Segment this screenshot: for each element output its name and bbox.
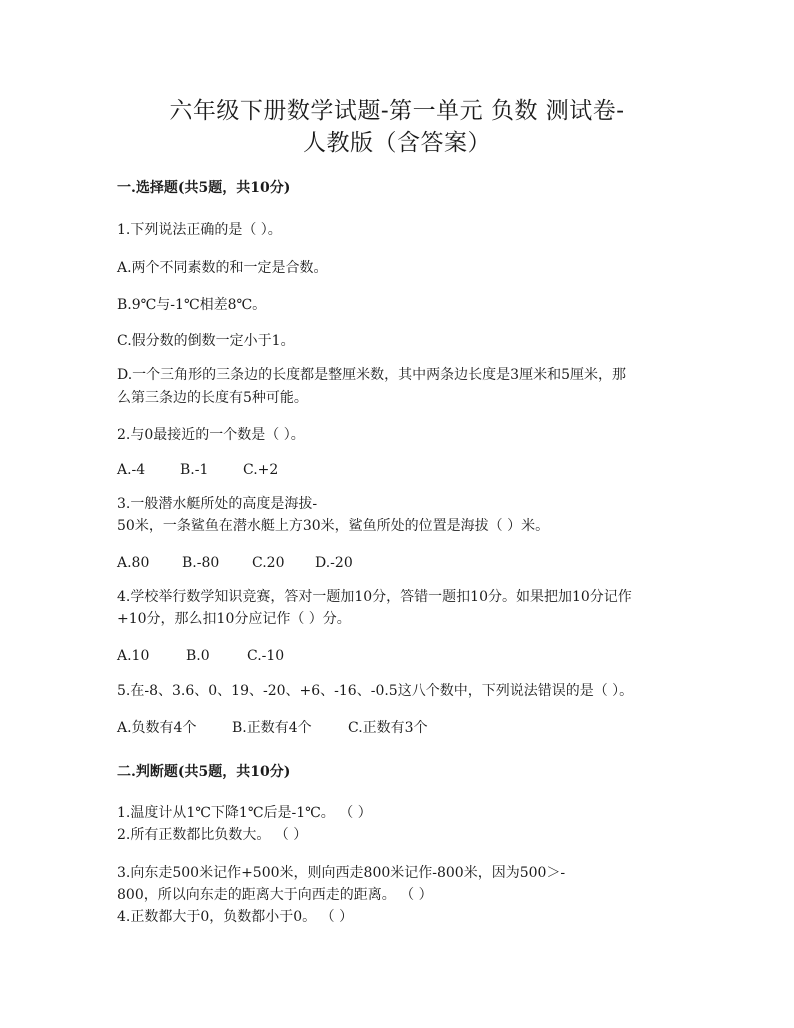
q1-option-c: C.假分数的倒数一定小于1。 bbox=[117, 333, 295, 349]
page-title-line-2: 人教版（含答案） bbox=[303, 130, 491, 156]
q3-stem-line-1: 3.一般潜水艇所处的高度是海拔- bbox=[117, 496, 318, 512]
q3-stem-line-2: 50米，一条鲨鱼在潜水艇上方30米，鲨鱼所处的位置是海拔（ ）米。 bbox=[117, 518, 550, 534]
q4-stem-line-2: +10分，那么扣10分应记作（ ）分。 bbox=[117, 611, 351, 627]
section-2-heading: 二.判断题(共5题，共10分) bbox=[117, 764, 291, 780]
q3-options bbox=[117, 554, 353, 572]
q1-stem: 1.下列说法正确的是（ ）。 bbox=[117, 222, 282, 238]
q5-option-c: C.正数有3个 bbox=[348, 720, 428, 736]
q2-options bbox=[117, 461, 278, 479]
judge-q1: 1.温度计从1℃下降1℃后是-1℃。 （ ） bbox=[117, 805, 372, 821]
q5-option-a: A.负数有4个 bbox=[117, 720, 197, 736]
q5-options bbox=[117, 719, 428, 737]
q2-option-c: C.+2 bbox=[243, 462, 279, 478]
q2-stem: 2.与0最接近的一个数是（ ）。 bbox=[117, 427, 305, 443]
judge-q3-line-1: 3.向东走500米记作+500米，则向西走800米记作-800米，因为500＞- bbox=[117, 865, 566, 881]
q1-option-d-line-2: 么第三条边的长度有5种可能。 bbox=[117, 390, 308, 406]
q3-option-b: B.-80 bbox=[182, 555, 220, 571]
q3-option-c: C.20 bbox=[252, 555, 285, 571]
q2-option-a: A.-4 bbox=[117, 462, 146, 478]
q2-option-b: B.-1 bbox=[180, 462, 209, 478]
q4-option-a: A.10 bbox=[117, 648, 150, 664]
q3-option-d: D.-20 bbox=[315, 555, 353, 571]
q4-stem-line-1: 4.学校举行数学知识竞赛，答对一题加10分，答错一题扣10分。如果把加10分记作 bbox=[117, 589, 632, 605]
q1-option-a: A.两个不同素数的和一定是合数。 bbox=[117, 260, 328, 276]
judge-q3-line-2: 800，所以向东走的距离大于向西走的距离。 （ ） bbox=[117, 887, 433, 903]
q4-option-c: C.-10 bbox=[247, 648, 285, 664]
q4-options bbox=[117, 647, 284, 665]
judge-q4: 4.正数都大于0，负数都小于0。 （ ） bbox=[117, 909, 354, 925]
q1-option-d-line-1: D.一个三角形的三条边的长度都是整厘米数，其中两条边长度是3厘米和5厘米，那 bbox=[117, 367, 626, 383]
q3-option-a: A.80 bbox=[117, 555, 150, 571]
q4-option-b: B.0 bbox=[186, 648, 210, 664]
q5-stem: 5.在-8、3.6、0、19、-20、+6、-16、-0.5这八个数中，下列说法错误的是（ ）。 bbox=[117, 683, 634, 699]
q1-option-b: B.9℃与-1℃相差8℃。 bbox=[117, 297, 267, 313]
page-title-line-1: 六年级下册数学试题-第一单元 负数 测试卷- bbox=[169, 98, 625, 124]
judge-q2: 2.所有正数都比负数大。 （ ） bbox=[117, 827, 308, 843]
section-1-heading: 一.选择题(共5题，共10分) bbox=[117, 180, 291, 196]
q5-option-b: B.正数有4个 bbox=[232, 720, 312, 736]
